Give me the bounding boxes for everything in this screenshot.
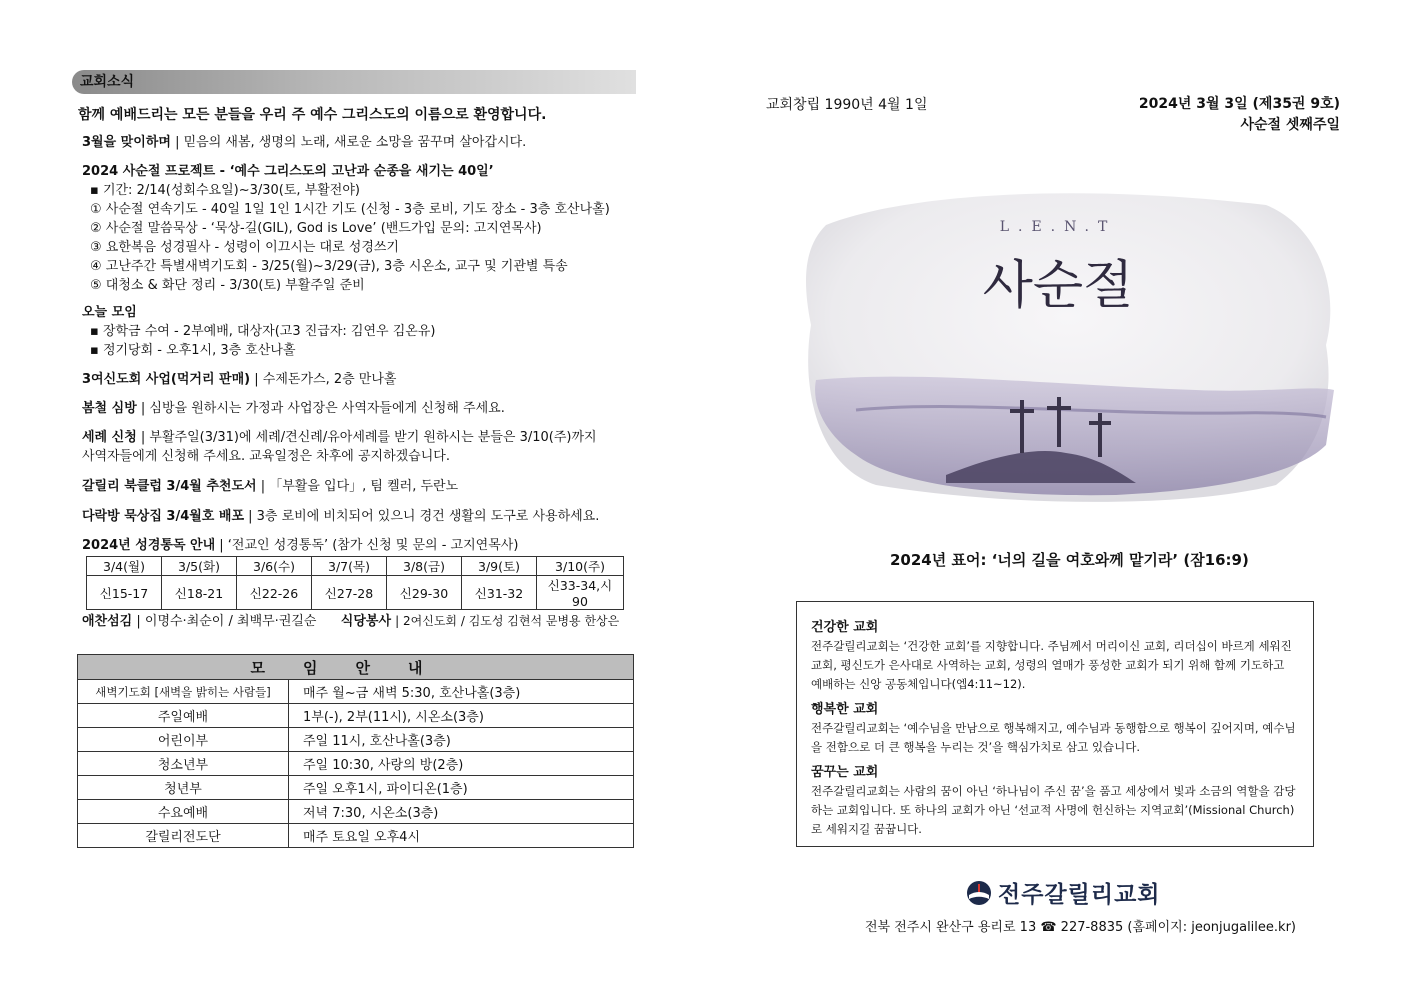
lent-item: ② 사순절 말씀묵상 - ‘묵상-길(GIL), God is Love’ (밴드가입 문의: 고지연목사)	[90, 221, 542, 236]
women-text: | 수제돈가스, 2층 만나홀	[254, 372, 397, 387]
today-title: 오늘 모임	[82, 305, 137, 320]
lent-small-title: L.E.N.T	[999, 219, 1117, 235]
reading-date-row	[87, 557, 624, 576]
baptism-notice	[82, 428, 632, 466]
today-item: ▪ 장학금 수여 - 2부예배, 대상자(고3 진급자: 김연우 김온유)	[90, 324, 436, 339]
reading-passage: 신22-26	[237, 576, 312, 610]
devotional-text: | 3층 로비에 비치되어 있으니 경건 생활의 도구로 사용하세요.	[248, 509, 600, 524]
reading-notice	[82, 536, 632, 555]
kitchen-text: | 2여신도회 / 김도성 김현석 문병용 한상은	[395, 614, 620, 628]
reading-passage: 신18-21	[162, 576, 237, 610]
vision-box	[796, 601, 1314, 847]
meeting-row	[78, 752, 634, 776]
meeting-table	[77, 654, 634, 848]
reading-date: 3/4(월)	[87, 557, 162, 576]
meeting-row	[78, 728, 634, 752]
meeting-time: 주일 오후1시, 파이디온(1층)	[289, 776, 634, 800]
devotional-notice	[82, 507, 632, 526]
reading-date: 3/8(금)	[387, 557, 462, 576]
vision-title: 행복한 교회	[811, 702, 879, 717]
lent-artwork	[796, 185, 1336, 505]
kitchen-title: 식당봉사	[340, 614, 392, 629]
bulletin-date-line: 2024년 3월 3일 (제35권 9호)	[1138, 96, 1340, 112]
news-section	[72, 70, 636, 124]
vision-title: 건강한 교회	[811, 620, 879, 635]
visit-text: | 심방을 원하시는 가정과 사업장은 사역자들에게 신청해 주세요.	[140, 401, 505, 416]
meeting-name: 청소년부	[78, 752, 289, 776]
visit-notice	[82, 399, 632, 418]
meeting-name: 새벽기도회 [새벽을 밝히는 사람들]	[78, 680, 289, 704]
meeting-row	[78, 704, 634, 728]
book-title: 갈릴리 북클럽 3/4월 추천도서	[82, 479, 257, 494]
meeting-name: 주일예배	[78, 704, 289, 728]
reading-text: | ‘전교인 성경통독’ (참가 신청 및 문의 - 고지연목사)	[219, 538, 519, 553]
baptism-text: | 부활주일(3/31)에 세례/견신례/유아세례를 받기 원하시는 분들은 3/10(주)까지	[140, 430, 597, 445]
reading-passage: 신15-17	[87, 576, 162, 610]
meeting-time: 1부(-), 2부(11시), 시온소(3층)	[289, 704, 634, 728]
yearly-motto: 2024년 표어: ‘너의 길을 여호와께 맡기라’ (잠16:9)	[890, 551, 1249, 569]
lent-title: 2024 사순절 프로젝트 - ‘예수 그리스도의 고난과 순종을 새기는 40일’	[82, 164, 494, 179]
women-title: 3여신도회 사업(먹거리 판매)	[82, 372, 251, 387]
reading-date: 3/7(목)	[312, 557, 387, 576]
welcome-text: 함께 예배드리는 모든 분들을 우리 주 예수 그리스도의 이름으로 환영합니다.	[78, 107, 547, 123]
lent-item: ④ 고난주간 특별새벽기도회 - 3/25(월)~3/29(금), 3층 시온소, 교구 및 기관별 특송	[90, 259, 568, 274]
cover-page	[700, 0, 1403, 992]
meeting-time: 주일 10:30, 사랑의 방(2층)	[289, 752, 634, 776]
meeting-row	[78, 776, 634, 800]
reading-passage-row	[87, 576, 624, 610]
praise-text: | 이명수·최순이 / 최백무·권길순	[136, 614, 317, 629]
bulletin-date	[1139, 94, 1340, 136]
lent-item: ① 사순절 연속기도 - 40일 1일 1인 1시간 기도 (신청 - 3층 로비, 기도 장소 - 3층 호산나홀)	[90, 202, 610, 217]
meeting-time: 매주 토요일 오후4시	[289, 824, 634, 848]
reading-passage: 신27-28	[312, 576, 387, 610]
meeting-title: 모임안내	[78, 655, 634, 680]
meeting-name: 수요예배	[78, 800, 289, 824]
vision-text: 전주갈릴리교회는 ‘예수님을 만남으로 행복해지고, 예수님과 동행함으로 행복이 깊어지며, 예수님을 전함으로 더 큰 행복을 누리는 것’을 핵심가치로 삼고 있습니다.	[811, 721, 1296, 754]
visit-title: 봄철 심방	[82, 401, 137, 416]
meeting-time: 주일 11시, 호산나홀(3층)	[289, 728, 634, 752]
book-notice	[82, 477, 632, 496]
march-text: | 믿음의 새봄, 생명의 노래, 새로운 소망을 꿈꾸며 살아갑시다.	[175, 135, 527, 150]
meeting-row	[78, 824, 634, 848]
today-meetings	[82, 303, 632, 360]
lent-item: ⑤ 대청소 & 화단 정리 - 3/30(토) 부활주일 준비	[90, 278, 365, 293]
book-text: | 「부활을 입다」, 팀 켈러, 두란노	[260, 479, 459, 494]
meeting-name: 갈릴리전도단	[78, 824, 289, 848]
church-emblem-icon	[966, 880, 992, 906]
church-logo	[966, 876, 1161, 909]
reading-date: 3/9(토)	[462, 557, 537, 576]
praise-title: 애찬섬김	[82, 614, 133, 629]
devotional-title: 다락방 묵상집 3/4월호 배포	[82, 509, 244, 524]
reading-table	[86, 556, 624, 610]
meeting-row	[78, 800, 634, 824]
bulletin-sunday: 사순절 셋째주일	[1240, 117, 1340, 133]
vision-title: 꿈꾸는 교회	[811, 765, 879, 780]
lent-item: ③ 요한복음 성경필사 - 성령이 이끄시는 대로 성경쓰기	[90, 240, 399, 255]
reading-date: 3/5(화)	[162, 557, 237, 576]
reading-passage: 신31-32	[462, 576, 537, 610]
meeting-row	[78, 680, 634, 704]
church-address: 전북 전주시 완산구 용리로 13 ☎ 227-8835 (홈페이지: jeonjugalilee.kr)	[865, 920, 1296, 935]
baptism-title: 세례 신청	[82, 430, 137, 445]
meeting-name: 청년부	[78, 776, 289, 800]
meeting-time: 저녁 7:30, 시온소(3층)	[289, 800, 634, 824]
reading-passage: 신29-30	[387, 576, 462, 610]
reading-title: 2024년 성경통독 안내	[82, 538, 216, 553]
church-name: 전주갈릴리교회	[998, 882, 1161, 908]
vision-text: 전주갈릴리교회는 ‘건강한 교회’를 지향합니다. 주님께서 머리이신 교회, 리더십이 바르게 세워진 교회, 평신도가 은사대로 사역하는 교회, 성령의 열매가 풍성한 교회가 되기 위해 함께 기도하고 예배하는 신앙 공동체입니다(엡4:11~12).	[811, 639, 1292, 691]
march-title: 3월을 맞이하며	[82, 135, 171, 150]
lent-project	[82, 162, 632, 295]
lent-big-title: 사순절	[982, 256, 1134, 316]
meeting-time: 매주 월~금 새벽 5:30, 호산나홀(3층)	[289, 680, 634, 704]
reading-date: 3/6(수)	[237, 557, 312, 576]
reading-passage: 신33-34,시90	[537, 576, 624, 610]
service-notice	[82, 612, 632, 631]
vision-text: 전주갈릴리교회는 사람의 꿈이 아닌 ‘하나님이 주신 꿈’을 품고 세상에서 빛과 소금의 역할을 감당하는 교회입니다. 또 하나의 교회가 아닌 ‘선교적 사명에 헌신하는 지역교회’(Missional Church)로 세워지길 꿈꿉니다.	[811, 784, 1296, 836]
section-title: 교회소식	[72, 70, 636, 94]
today-item: ▪ 정기당회 - 오후1시, 3층 호산나홀	[90, 343, 296, 358]
reading-date: 3/10(주)	[537, 557, 624, 576]
baptism-text-2: 사역자들에게 신청해 주세요. 교육일정은 차후에 공지하겠습니다.	[82, 449, 450, 464]
meeting-header-row	[78, 655, 634, 680]
women-notice	[82, 370, 632, 389]
lent-item: ▪ 기간: 2/14(성회수요일)~3/30(토, 부활전야)	[90, 183, 360, 198]
founding-date: 교회창립 1990년 4월 1일	[766, 97, 928, 113]
meeting-name: 어린이부	[78, 728, 289, 752]
march-notice	[82, 133, 632, 152]
